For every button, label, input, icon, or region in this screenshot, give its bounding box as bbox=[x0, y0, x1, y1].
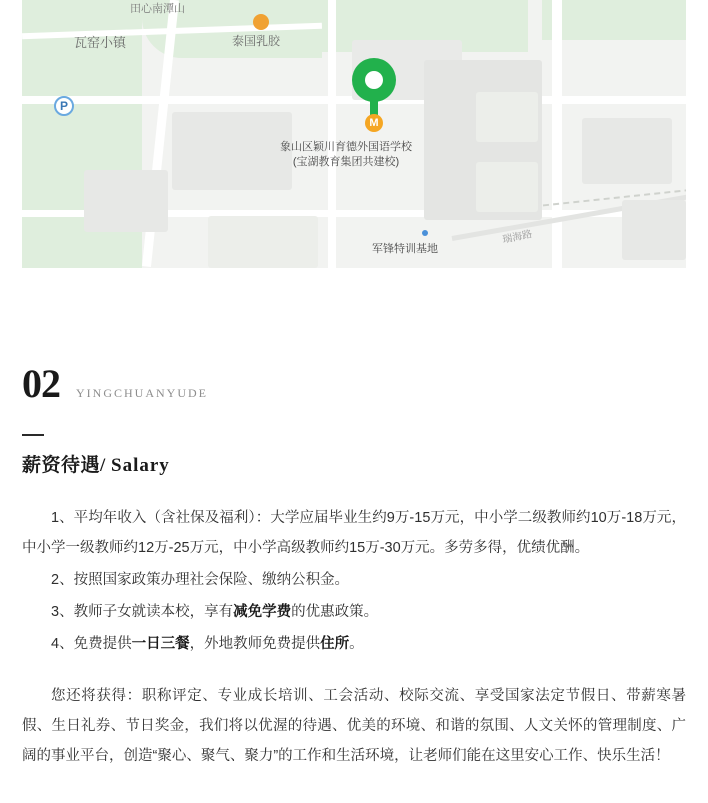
location-map[interactable] bbox=[22, 0, 686, 268]
section-title-en: Salary bbox=[111, 455, 170, 476]
parking-icon: P bbox=[54, 96, 74, 116]
section-pinyin: YINGCHUANYUDE bbox=[76, 386, 208, 400]
map-marker[interactable] bbox=[352, 58, 396, 129]
list-item: 3、教师子女就读本校，享有减免学费的优惠政策。 bbox=[51, 604, 379, 620]
section-header bbox=[22, 361, 686, 406]
section-title-cn: 薪资待遇/ bbox=[22, 455, 106, 476]
list-item: 1、平均年收入（含社保及福利）：大学应届毕业生约9万-15万元，中小学二级教师约10万-18万元，中小学一级教师约12万-25万元，中小学高级教师约15万-30万元。多劳多得，优绩优酬。 bbox=[22, 510, 686, 556]
map-road bbox=[552, 0, 562, 268]
map-school-label bbox=[280, 140, 412, 170]
map-poi-dot bbox=[422, 230, 428, 236]
map-building bbox=[84, 170, 168, 232]
map-poi-label: 泰国乳胶 bbox=[232, 34, 281, 48]
map-poi-label: 田心南潭山 bbox=[130, 3, 185, 15]
salary-section bbox=[0, 361, 708, 771]
shop-icon bbox=[253, 14, 269, 30]
list-item: 4、免费提供一日三餐，外地教师免费提供住所。 bbox=[51, 636, 364, 652]
emphasis-text: 住所 bbox=[320, 636, 350, 652]
map-base-label: 军锋特训基地 bbox=[372, 243, 438, 255]
map-road-label: 瑞海路 bbox=[501, 228, 534, 246]
map-building bbox=[172, 112, 292, 190]
emphasis-text: 减免学费 bbox=[233, 604, 292, 620]
map-building bbox=[582, 118, 672, 184]
section-number: 02 bbox=[22, 361, 60, 406]
map-road bbox=[328, 0, 336, 268]
map-park-area bbox=[542, 0, 686, 40]
map-building bbox=[476, 92, 538, 142]
emphasis-text: 一日三餐 bbox=[131, 636, 190, 652]
map-building bbox=[476, 162, 538, 212]
closing-text: 职称评定、专业成长培训、工会活动、校际交流、享受国家法定节假日、带薪寒暑假、生日礼券、节日奖金，我们将以优渥的待遇、优美的环境、和谐的氛围、人文关怀的管理制度、广阔的事业平台，创造“聚心、聚气、聚力”的工作和生活环境，让老师们能在这里安心工作、快乐生活！ bbox=[22, 688, 687, 764]
map-school-name-line2: (宝湖教育集团共建校) bbox=[292, 156, 400, 168]
map-building bbox=[622, 200, 686, 260]
section-divider bbox=[22, 434, 44, 436]
map-building bbox=[208, 216, 318, 268]
salary-list bbox=[22, 503, 686, 659]
section-title bbox=[22, 450, 686, 477]
metro-icon: M bbox=[365, 114, 383, 132]
closing-paragraph bbox=[22, 681, 686, 771]
list-item: 2、按照国家政策办理社会保险、缴纳公积金。 bbox=[51, 572, 350, 588]
map-school-name-line1: 象山区颖川育德外国语学校 bbox=[280, 141, 412, 153]
map-poi-label: 瓦窑小镇 bbox=[74, 35, 127, 50]
closing-lead: 您还将获得： bbox=[51, 688, 142, 704]
